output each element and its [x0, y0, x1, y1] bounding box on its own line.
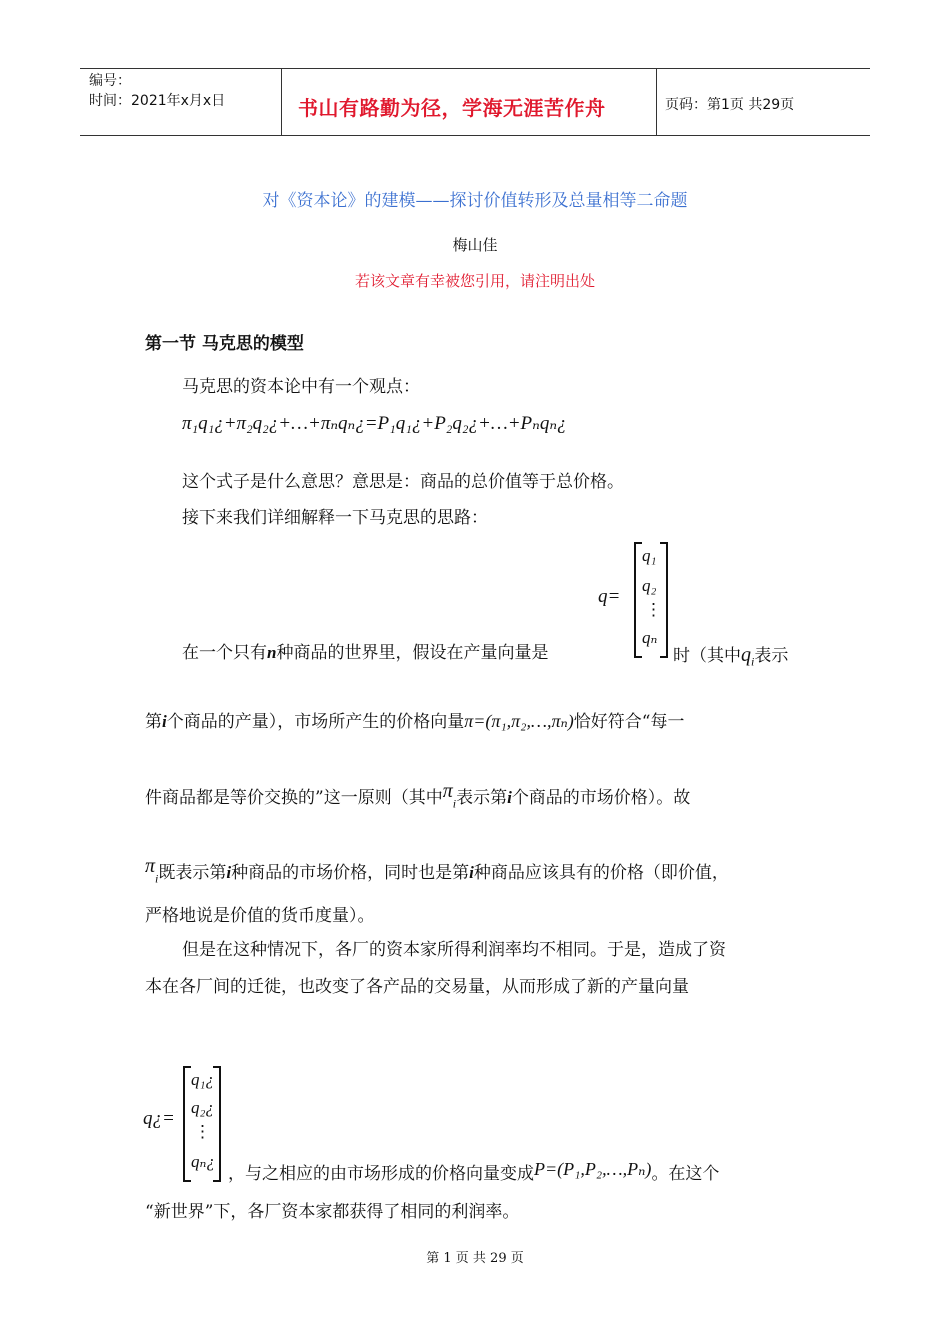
- vector-q-entry: q₁: [642, 546, 657, 565]
- page-footer: 第 1 页 共 29 页: [426, 1251, 524, 1266]
- text-segment: 种商品的世界里，假设在产量向量是: [276, 643, 549, 663]
- paragraph-capital-line2: 本在各厂间的迁徙，也改变了各产品的交易量，从而形成了新的产量向量: [145, 977, 689, 997]
- math-pi: π: [145, 855, 156, 877]
- article-title: 对《资本论》的建模——探讨价值转形及总量相等二命题: [262, 191, 688, 211]
- vector-q-left-bracket: [634, 542, 642, 658]
- math-i: i: [226, 863, 232, 882]
- price-vector-P: P=(P₁,P₂,…,Pₙ): [534, 1159, 652, 1179]
- citation-notice: 若该文章有幸被您引用，请注明出处: [354, 272, 595, 290]
- paragraph-world-line5: 严格地说是价值的货币度量）。: [145, 906, 375, 926]
- vector-q-new-entry: q₁¿: [191, 1070, 214, 1089]
- text-segment: 恰好符合“每一: [573, 712, 685, 732]
- math-sub-i: i: [751, 654, 755, 669]
- article-author: 梅山佳: [452, 236, 498, 254]
- paragraph-explain: 接下来我们详细解释一下马克思的思路：: [182, 508, 488, 528]
- vector-q-new-entry: ⋮: [194, 1122, 211, 1142]
- output-vector-q-new: [143, 1064, 233, 1184]
- math-q: q: [741, 644, 751, 666]
- paragraph-world-line1-tail: [673, 643, 788, 669]
- text-segment: 时（其中: [673, 646, 741, 666]
- paragraph-world-line3: [145, 780, 691, 811]
- price-vector-pi: π=(π₁,π₂,…,πₙ): [464, 711, 574, 731]
- section-heading: 第一节 马克思的模型: [145, 334, 304, 354]
- vector-q-lhs: q=: [598, 586, 621, 607]
- header-page-label: 页码：第1页 共29页: [665, 97, 795, 113]
- output-vector-q: [598, 540, 678, 660]
- text-segment: 表示第: [456, 788, 508, 808]
- vector-q-entry: ⋮: [645, 600, 662, 620]
- text-segment: 既表示第: [158, 863, 227, 883]
- paragraph-new-world: “新世界”下，各厂资本家都获得了相同的利润率。: [145, 1202, 520, 1222]
- math-pi: π: [442, 780, 453, 802]
- header-date-label: 时间：2021年x月x日: [89, 93, 226, 109]
- header-motto: 书山有路勤为径，学海无涯苦作舟: [298, 96, 606, 120]
- vector-q-entry: q₂: [642, 576, 657, 595]
- header-bottom-rule: [80, 135, 870, 136]
- paragraph-intro: 马克思的资本论中有一个观点：: [182, 377, 420, 397]
- vector-q-new-lhs: q¿=: [143, 1108, 175, 1129]
- text-segment: 个商品的产量），市场所产生的价格向量: [166, 712, 465, 732]
- vector-q-new-entry: q₂¿: [191, 1098, 214, 1117]
- text-segment: 在一个只有: [182, 643, 267, 663]
- text-segment: 个商品的市场价格）。故: [511, 788, 691, 808]
- text-segment: ，与之相应的由市场形成的价格向量变成: [228, 1164, 534, 1184]
- math-i: i: [507, 788, 512, 807]
- math-i: i: [469, 863, 474, 882]
- paragraph-capital-line1: 但是在这种情况下，各厂的资本家所得利润率均不相同。于是，造成了资: [182, 940, 726, 960]
- vector-q-new-left-bracket: [183, 1066, 191, 1182]
- vector-q-new-right-bracket: [213, 1066, 221, 1182]
- text-segment: 表示: [754, 646, 789, 666]
- vector-q-entry: qₙ: [642, 628, 658, 647]
- paragraph-world-line1: [182, 643, 548, 663]
- text-segment: 第: [145, 712, 162, 732]
- vector-q-new-entry: qₙ¿: [191, 1152, 215, 1171]
- math-i: i: [162, 712, 167, 731]
- text-segment: 。在这个: [651, 1164, 720, 1184]
- math-n: n: [267, 643, 277, 662]
- math-sub-i: i: [155, 871, 159, 886]
- text-segment: 件商品都是等价交换的”这一原则（其中: [145, 788, 443, 808]
- header-top-rule: [80, 68, 870, 69]
- header-divider-left: [281, 68, 282, 136]
- paragraph-new-price-line: [228, 1159, 720, 1185]
- header-number-label: 编号：: [89, 73, 131, 89]
- paragraph-world-line4: [145, 855, 729, 886]
- header-divider-right: [656, 68, 657, 136]
- paragraph-world-line2: [145, 711, 684, 733]
- vector-q-right-bracket: [660, 542, 668, 658]
- math-sub-i: i: [452, 796, 457, 811]
- paragraph-meaning: 这个式子是什么意思？意思是：商品的总价值等于总价格。: [182, 472, 624, 492]
- text-segment: 种商品的市场价格，同时也是第: [231, 863, 470, 883]
- value-price-equation: π₁q₁¿+π₂q₂¿+…+πₙqₙ¿=P₁q₁¿+P₂q₂¿+…+Pₙqₙ¿: [182, 413, 567, 434]
- text-segment: 种商品应该具有的价格（即价值，: [473, 863, 729, 883]
